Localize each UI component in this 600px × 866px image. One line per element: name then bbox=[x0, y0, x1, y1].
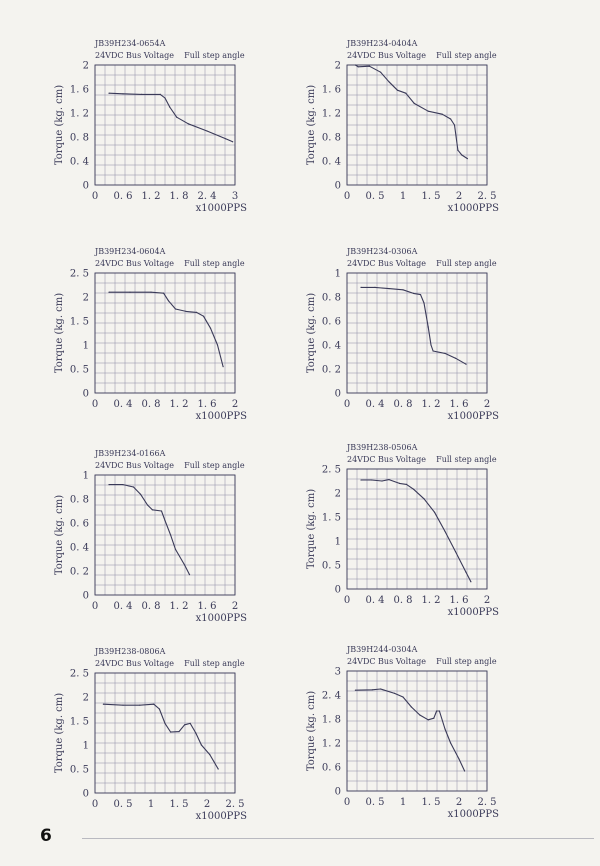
x-tick-label: 0 bbox=[343, 399, 351, 410]
data-point bbox=[402, 696, 403, 697]
data-point bbox=[203, 316, 204, 317]
x-tick-label: 0 bbox=[343, 595, 351, 606]
data-point bbox=[159, 708, 160, 709]
x-tick-label: 0. 4 bbox=[113, 601, 133, 612]
torque-curve bbox=[361, 480, 471, 582]
x-tick-label: 1 bbox=[399, 797, 407, 808]
y-tick-label: 1 bbox=[82, 470, 89, 482]
data-point bbox=[184, 564, 185, 565]
x-tick-label: 2 bbox=[483, 595, 491, 606]
data-point bbox=[168, 300, 169, 301]
torque-chart-jb39h234-0404a bbox=[292, 30, 532, 230]
data-point bbox=[122, 93, 123, 94]
data-point bbox=[209, 754, 210, 755]
x-tick-label: 2 bbox=[483, 399, 491, 410]
data-point bbox=[133, 486, 134, 487]
data-point bbox=[170, 731, 171, 732]
y-tick-label: 2 bbox=[82, 60, 89, 72]
data-point bbox=[399, 483, 400, 484]
x-tick-label: 0 bbox=[91, 601, 99, 612]
data-point bbox=[436, 710, 437, 711]
x-tick-label: 2 bbox=[455, 797, 463, 808]
grid bbox=[347, 273, 487, 393]
data-point bbox=[178, 731, 179, 732]
chart-title: JB39H234-0604A bbox=[95, 247, 166, 256]
data-point bbox=[374, 287, 375, 288]
grid bbox=[95, 273, 235, 393]
y-tick-label: 1. 6 bbox=[321, 84, 341, 96]
chart-title: JB39H238-0806A bbox=[95, 647, 166, 656]
x-tick-label: 1. 5 bbox=[169, 799, 189, 810]
grid bbox=[95, 65, 235, 185]
data-point bbox=[169, 106, 170, 107]
x-tick-label: 0. 8 bbox=[393, 595, 413, 606]
torque-chart-jb39h234-0306a bbox=[292, 238, 532, 438]
chart-subtitle: 24VDC Bus Voltage Full step angle bbox=[347, 657, 497, 666]
footer-divider bbox=[82, 838, 594, 839]
y-tick-label: 0. 5 bbox=[69, 764, 89, 776]
y-tick-label: 1. 8 bbox=[321, 714, 341, 726]
data-point bbox=[164, 520, 165, 521]
y-axis-label: Torque (kg. cm) bbox=[306, 84, 317, 166]
y-axis-label: Torque (kg. cm) bbox=[54, 494, 65, 576]
y-tick-label: 0. 8 bbox=[69, 132, 89, 144]
chart-title: JB39H234-0654A bbox=[95, 39, 166, 48]
data-point bbox=[433, 350, 434, 351]
x-axis-label: x1000PPS bbox=[195, 203, 247, 214]
chart-title: JB39H244-0304A bbox=[347, 645, 418, 654]
x-tick-label: 2. 5 bbox=[477, 191, 497, 202]
data-point bbox=[433, 718, 434, 719]
y-tick-label: 1. 2 bbox=[321, 738, 341, 750]
y-tick-label: 2 bbox=[82, 292, 89, 304]
x-tick-label: 0 bbox=[343, 797, 351, 808]
x-tick-label: 0. 5 bbox=[365, 797, 385, 808]
data-point bbox=[210, 328, 211, 329]
data-point bbox=[108, 484, 109, 485]
data-point bbox=[458, 758, 459, 759]
y-tick-label: 1. 2 bbox=[321, 108, 341, 120]
data-point bbox=[439, 710, 440, 711]
y-tick-label: 0. 6 bbox=[321, 316, 341, 328]
y-tick-label: 1. 5 bbox=[69, 716, 89, 728]
torque-curve bbox=[109, 485, 190, 575]
chart-subtitle: 24VDC Bus Voltage Full step angle bbox=[95, 259, 245, 268]
y-tick-label: 1 bbox=[334, 536, 341, 548]
x-tick-label: 1. 6 bbox=[197, 399, 217, 410]
data-point bbox=[411, 706, 412, 707]
data-point bbox=[402, 289, 403, 290]
x-tick-label: 2 bbox=[203, 799, 211, 810]
data-point bbox=[434, 512, 435, 513]
chart-subtitle: 24VDC Bus Voltage Full step angle bbox=[347, 455, 497, 464]
data-point bbox=[185, 311, 186, 312]
x-tick-label: 2. 5 bbox=[477, 797, 497, 808]
data-point bbox=[380, 688, 381, 689]
y-axis-label: Torque (kg. cm) bbox=[306, 292, 317, 374]
data-point bbox=[176, 117, 177, 118]
y-axis-label: Torque (kg. cm) bbox=[306, 488, 317, 570]
torque-curve bbox=[109, 93, 233, 142]
chart-title: JB39H234-0404A bbox=[347, 39, 418, 48]
data-point bbox=[470, 581, 471, 582]
x-tick-label: 1 bbox=[147, 799, 155, 810]
torque-chart-jb39h234-0654a bbox=[40, 30, 280, 230]
data-point bbox=[465, 364, 466, 365]
x-tick-label: 0. 8 bbox=[141, 399, 161, 410]
y-tick-label: 1 bbox=[82, 340, 89, 352]
x-tick-label: 0. 5 bbox=[113, 799, 133, 810]
data-point bbox=[455, 551, 456, 552]
chart-subtitle: 24VDC Bus Voltage Full step angle bbox=[95, 461, 245, 470]
x-axis-label: x1000PPS bbox=[447, 809, 499, 820]
x-axis-label: x1000PPS bbox=[447, 607, 499, 618]
y-tick-label: 0. 2 bbox=[321, 364, 341, 376]
x-tick-label: 3 bbox=[231, 191, 239, 202]
x-tick-label: 2 bbox=[455, 191, 463, 202]
x-tick-label: 0 bbox=[91, 799, 99, 810]
y-axis-label: Torque (kg. cm) bbox=[54, 692, 65, 774]
torque-chart-jb39h238-0806a bbox=[40, 638, 280, 838]
page-number: 6 bbox=[40, 826, 52, 846]
y-tick-label: 0. 8 bbox=[69, 494, 89, 506]
data-point bbox=[423, 302, 424, 303]
y-tick-label: 0. 5 bbox=[69, 364, 89, 376]
data-point bbox=[419, 714, 420, 715]
data-point bbox=[190, 723, 191, 724]
x-tick-label: 1. 2 bbox=[169, 399, 189, 410]
y-tick-label: 0 bbox=[82, 388, 89, 400]
y-axis-label: Torque (kg. cm) bbox=[54, 84, 65, 166]
y-tick-label: 0. 4 bbox=[321, 156, 341, 168]
data-point bbox=[380, 72, 381, 73]
y-tick-label: 2. 5 bbox=[69, 268, 89, 280]
chart-title: JB39H238-0506A bbox=[347, 443, 418, 452]
data-point bbox=[430, 344, 431, 345]
torque-curve bbox=[355, 65, 467, 159]
data-point bbox=[405, 93, 406, 94]
x-tick-label: 0. 4 bbox=[365, 595, 385, 606]
chart-title: JB39H234-0306A bbox=[347, 247, 418, 256]
chart-subtitle: 24VDC Bus Voltage Full step angle bbox=[95, 51, 245, 60]
data-point bbox=[103, 704, 104, 705]
data-point bbox=[184, 724, 185, 725]
data-point bbox=[164, 723, 165, 724]
x-tick-label: 2 bbox=[231, 399, 239, 410]
grid bbox=[347, 65, 487, 185]
data-point bbox=[428, 326, 429, 327]
data-point bbox=[450, 742, 451, 743]
data-point bbox=[450, 118, 451, 119]
data-point bbox=[465, 572, 466, 573]
data-point bbox=[195, 732, 196, 733]
data-point bbox=[147, 504, 148, 505]
data-point bbox=[225, 138, 226, 139]
y-axis-label: Torque (kg. cm) bbox=[54, 292, 65, 374]
data-point bbox=[371, 479, 372, 480]
data-point bbox=[163, 293, 164, 294]
chart-title: JB39H234-0166A bbox=[95, 449, 166, 458]
data-point bbox=[414, 103, 415, 104]
data-point bbox=[218, 768, 219, 769]
data-point bbox=[461, 154, 462, 155]
data-point bbox=[467, 158, 468, 159]
y-tick-label: 0 bbox=[82, 788, 89, 800]
y-tick-label: 0. 2 bbox=[69, 566, 89, 578]
y-tick-label: 0. 8 bbox=[321, 292, 341, 304]
data-point bbox=[454, 124, 455, 125]
y-tick-label: 2. 5 bbox=[321, 464, 341, 476]
data-point bbox=[369, 66, 370, 67]
x-tick-label: 0 bbox=[91, 191, 99, 202]
y-tick-label: 0 bbox=[334, 388, 341, 400]
y-tick-label: 0. 5 bbox=[321, 560, 341, 572]
data-point bbox=[464, 770, 465, 771]
y-tick-label: 0 bbox=[334, 180, 341, 192]
x-tick-label: 1. 6 bbox=[449, 399, 469, 410]
data-point bbox=[360, 479, 361, 480]
x-tick-label: 2. 5 bbox=[225, 799, 245, 810]
y-tick-label: 2 bbox=[334, 60, 341, 72]
x-tick-label: 0 bbox=[91, 399, 99, 410]
x-tick-label: 1 bbox=[399, 191, 407, 202]
x-tick-label: 0. 4 bbox=[113, 399, 133, 410]
chart-subtitle: 24VDC Bus Voltage Full step angle bbox=[95, 659, 245, 668]
data-point bbox=[232, 141, 233, 142]
y-tick-label: 0 bbox=[82, 180, 89, 192]
data-point bbox=[108, 93, 109, 94]
data-point bbox=[381, 480, 382, 481]
x-axis-label: x1000PPS bbox=[195, 411, 247, 422]
data-point bbox=[428, 719, 429, 720]
y-tick-label: 0. 6 bbox=[69, 518, 89, 530]
data-point bbox=[372, 689, 373, 690]
torque-curve bbox=[103, 704, 218, 769]
data-point bbox=[150, 292, 151, 293]
data-point bbox=[388, 81, 389, 82]
data-point bbox=[188, 123, 189, 124]
data-point bbox=[444, 728, 445, 729]
data-point bbox=[141, 94, 142, 95]
x-tick-label: 1. 2 bbox=[421, 399, 441, 410]
data-point bbox=[217, 344, 218, 345]
y-tick-label: 0. 4 bbox=[69, 156, 89, 168]
y-tick-label: 2 bbox=[334, 488, 341, 500]
data-point bbox=[444, 531, 445, 532]
data-point bbox=[360, 287, 361, 288]
x-tick-label: 1. 2 bbox=[169, 601, 189, 612]
data-point bbox=[108, 292, 109, 293]
data-point bbox=[413, 293, 414, 294]
x-tick-label: 1. 8 bbox=[169, 191, 189, 202]
data-point bbox=[355, 64, 356, 65]
data-point bbox=[175, 549, 176, 550]
x-tick-label: 2. 4 bbox=[197, 191, 217, 202]
data-point bbox=[388, 288, 389, 289]
data-point bbox=[223, 366, 224, 367]
data-point bbox=[428, 111, 429, 112]
y-tick-label: 1. 6 bbox=[69, 84, 89, 96]
x-tick-label: 0. 8 bbox=[393, 399, 413, 410]
grid bbox=[347, 671, 487, 791]
x-tick-label: 0. 4 bbox=[365, 399, 385, 410]
data-point bbox=[397, 90, 398, 91]
y-tick-label: 0 bbox=[334, 786, 341, 798]
x-axis-label: x1000PPS bbox=[447, 203, 499, 214]
x-tick-label: 0. 6 bbox=[113, 191, 133, 202]
data-point bbox=[170, 534, 171, 535]
x-axis-label: x1000PPS bbox=[195, 811, 247, 822]
x-tick-label: 1. 5 bbox=[421, 191, 441, 202]
y-tick-label: 0. 8 bbox=[321, 132, 341, 144]
chart-subtitle: 24VDC Bus Voltage Full step angle bbox=[347, 51, 497, 60]
data-point bbox=[444, 353, 445, 354]
x-tick-label: 1. 5 bbox=[421, 797, 441, 808]
y-tick-label: 1 bbox=[334, 268, 341, 280]
data-point bbox=[206, 130, 207, 131]
x-axis-label: x1000PPS bbox=[195, 613, 247, 624]
data-point bbox=[161, 510, 162, 511]
data-point bbox=[358, 66, 359, 67]
grid bbox=[95, 475, 235, 595]
torque-chart-jb39h238-0506a bbox=[292, 434, 532, 634]
data-point bbox=[175, 308, 176, 309]
data-point bbox=[394, 693, 395, 694]
y-tick-label: 1. 2 bbox=[69, 108, 89, 120]
torque-curve bbox=[109, 292, 223, 366]
y-tick-label: 0 bbox=[334, 584, 341, 596]
y-tick-label: 2. 4 bbox=[321, 690, 341, 702]
data-point bbox=[139, 705, 140, 706]
data-point bbox=[164, 97, 165, 98]
data-point bbox=[140, 494, 141, 495]
x-tick-label: 1. 2 bbox=[421, 595, 441, 606]
y-tick-label: 0. 4 bbox=[321, 340, 341, 352]
x-tick-label: 0 bbox=[343, 191, 351, 202]
x-tick-label: 1. 6 bbox=[197, 601, 217, 612]
data-point bbox=[388, 479, 389, 480]
torque-chart-jb39h234-0166a bbox=[40, 440, 280, 640]
data-point bbox=[406, 484, 407, 485]
chart-subtitle: 24VDC Bus Voltage Full step angle bbox=[347, 259, 497, 268]
torque-chart-jb39h244-0304a bbox=[292, 636, 532, 836]
y-tick-label: 3 bbox=[334, 666, 341, 678]
data-point bbox=[189, 574, 190, 575]
data-point bbox=[160, 94, 161, 95]
data-point bbox=[122, 705, 123, 706]
data-point bbox=[152, 509, 153, 510]
grid bbox=[95, 673, 235, 793]
y-tick-label: 2. 5 bbox=[69, 668, 89, 680]
x-axis-label: x1000PPS bbox=[447, 411, 499, 422]
x-tick-label: 0. 5 bbox=[365, 191, 385, 202]
data-point bbox=[457, 150, 458, 151]
data-point bbox=[122, 484, 123, 485]
data-point bbox=[153, 704, 154, 705]
y-tick-label: 2 bbox=[82, 692, 89, 704]
y-tick-label: 0. 6 bbox=[321, 762, 341, 774]
x-tick-label: 1. 6 bbox=[449, 595, 469, 606]
x-tick-label: 0. 8 bbox=[141, 601, 161, 612]
y-tick-label: 0. 4 bbox=[69, 542, 89, 554]
x-tick-label: 1. 2 bbox=[141, 191, 161, 202]
torque-chart-jb39h234-0604a bbox=[40, 238, 280, 438]
y-tick-label: 1. 5 bbox=[69, 316, 89, 328]
data-point bbox=[196, 312, 197, 313]
y-tick-label: 0 bbox=[82, 590, 89, 602]
data-point bbox=[420, 294, 421, 295]
data-point bbox=[455, 358, 456, 359]
y-tick-label: 1 bbox=[82, 740, 89, 752]
y-axis-label: Torque (kg. cm) bbox=[306, 690, 317, 772]
data-point bbox=[355, 690, 356, 691]
x-tick-label: 2 bbox=[231, 601, 239, 612]
data-point bbox=[413, 489, 414, 490]
data-point bbox=[201, 744, 202, 745]
torque-curve bbox=[355, 689, 464, 771]
data-point bbox=[423, 498, 424, 499]
data-point bbox=[442, 114, 443, 115]
data-point bbox=[129, 292, 130, 293]
y-tick-label: 1. 5 bbox=[321, 512, 341, 524]
